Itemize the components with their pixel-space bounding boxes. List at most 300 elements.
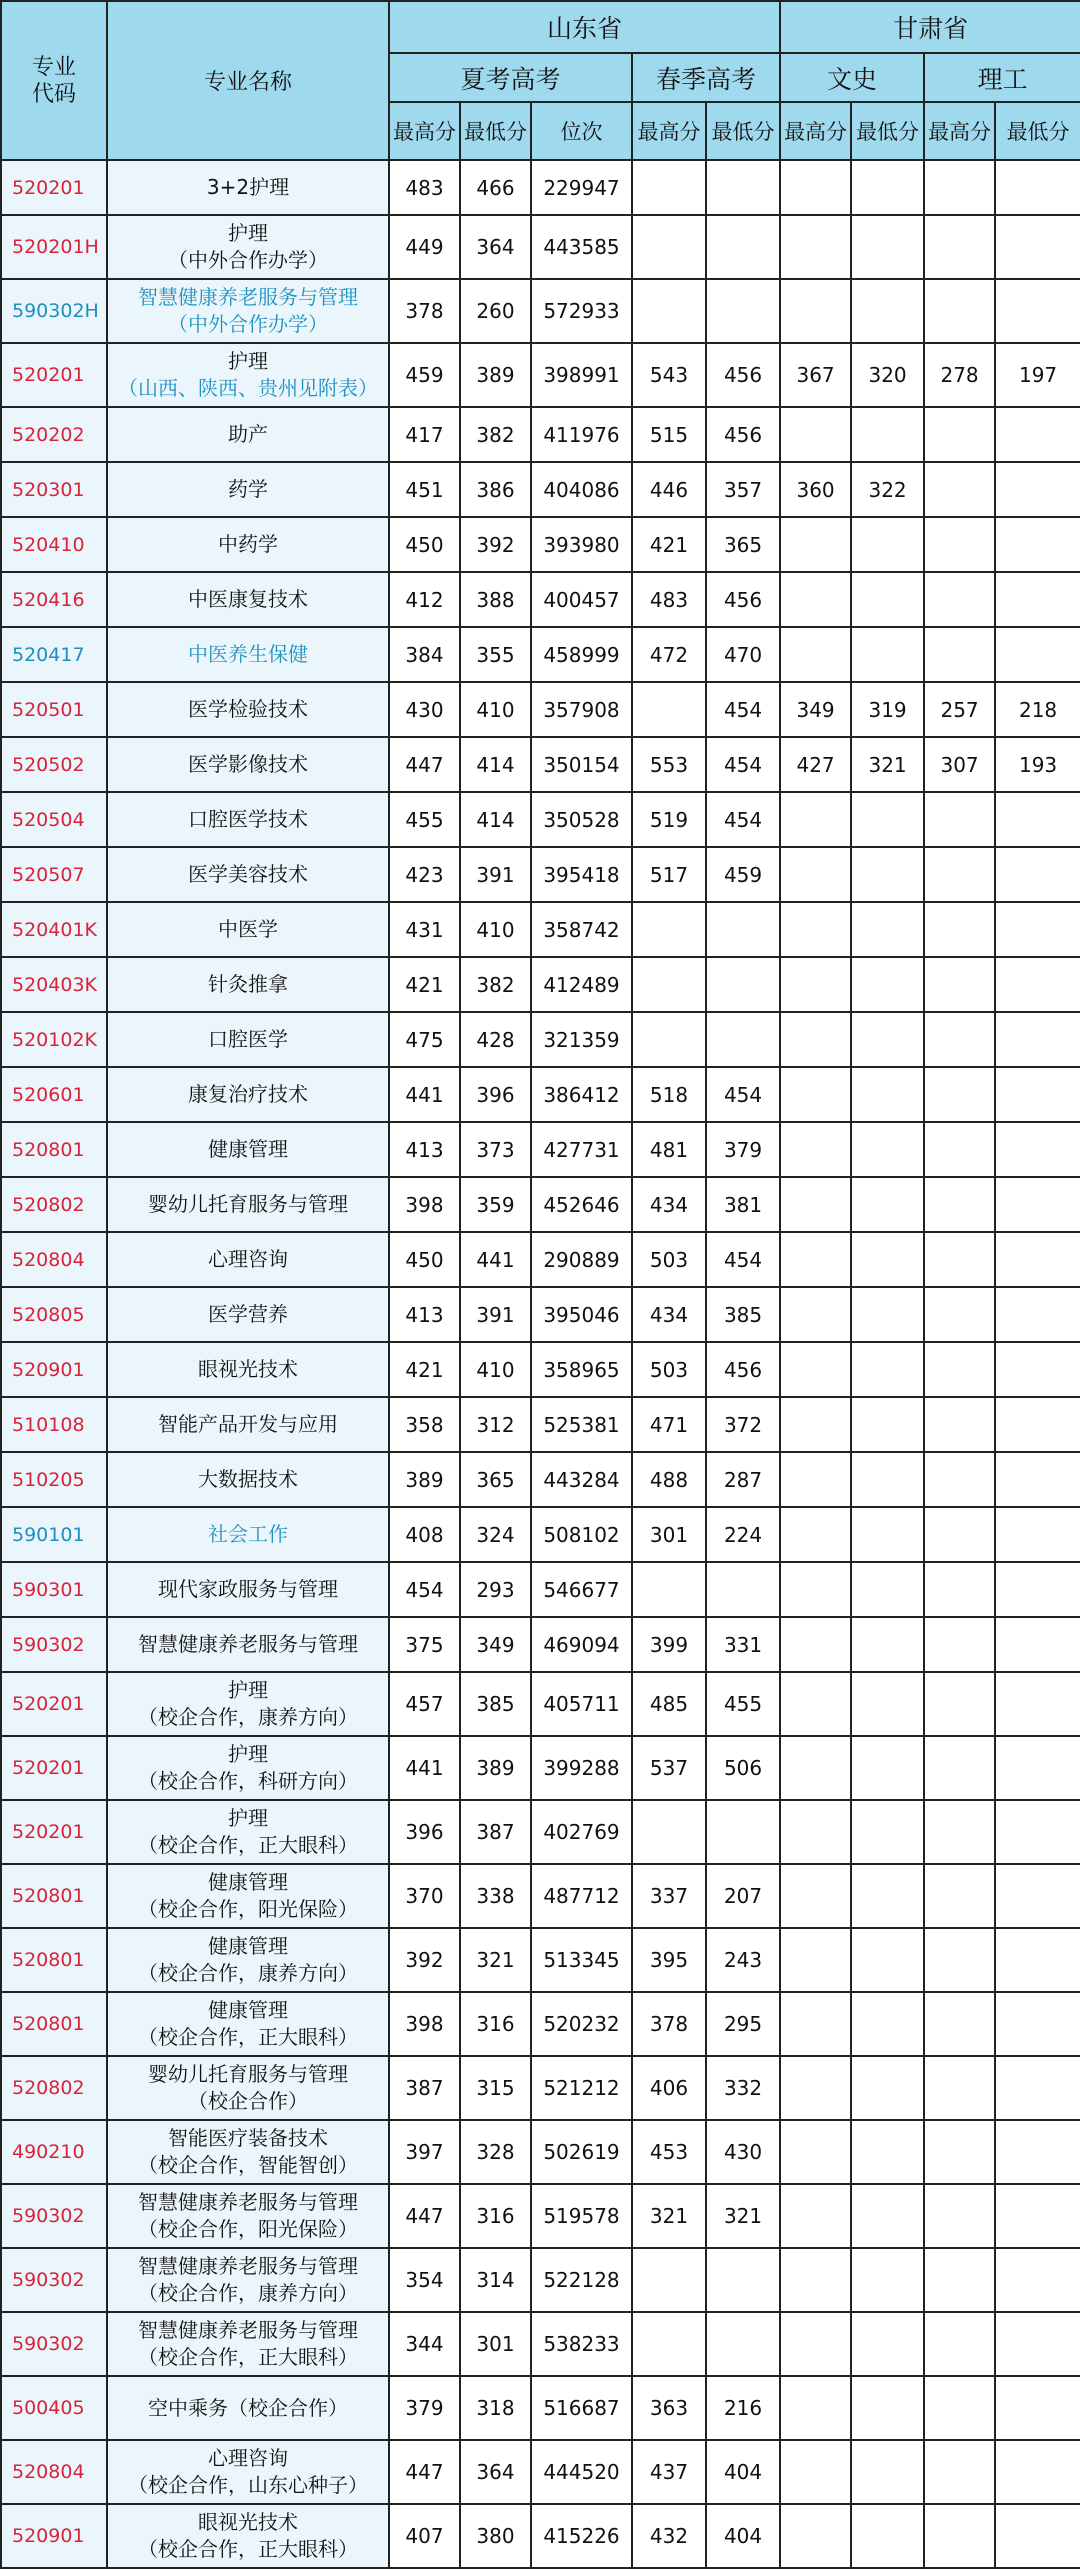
shandong-spring-max-cell: 518 [632, 1067, 706, 1122]
shandong-spring-max-cell [632, 682, 706, 737]
shandong-spring-max-cell: 421 [632, 517, 706, 572]
shandong-spring-min-cell [706, 215, 780, 279]
gansu-wenshi-max-cell [780, 2120, 851, 2184]
shandong-spring-max-cell [632, 279, 706, 343]
major-code: 520502 [1, 737, 107, 792]
major-name-text: 3+2护理 [206, 175, 290, 199]
gansu-ligong-max-cell [924, 2184, 995, 2248]
shandong-spring-max-cell [632, 902, 706, 957]
gansu-wenshi-min-cell [851, 1928, 924, 1992]
gansu-ligong-min-cell: 197 [995, 343, 1080, 407]
gansu-wenshi-max-cell [780, 160, 851, 215]
shandong-spring-min-cell: 455 [706, 1672, 780, 1736]
major-name [107, 1617, 389, 1672]
table-row [1, 1177, 1080, 1232]
gansu-wenshi-min-cell [851, 1452, 924, 1507]
shandong-summer-max-cell: 475 [389, 1012, 460, 1067]
shandong-spring-max-cell: 537 [632, 1736, 706, 1800]
major-name [107, 1232, 389, 1287]
header-max: 最高分 [389, 102, 460, 160]
gansu-wenshi-max-cell [780, 1864, 851, 1928]
gansu-ligong-min-cell [995, 957, 1080, 1012]
shandong-summer-max-cell: 396 [389, 1800, 460, 1864]
major-name-text: 医学影像技术 [188, 752, 308, 776]
shandong-summer-rank-cell: 487712 [531, 1864, 632, 1928]
shandong-summer-max-cell: 483 [389, 160, 460, 215]
major-name [107, 1562, 389, 1617]
major-code: 520804 [1, 1232, 107, 1287]
major-code: 520507 [1, 847, 107, 902]
shandong-summer-rank-cell: 350528 [531, 792, 632, 847]
gansu-ligong-max-cell [924, 1342, 995, 1397]
gansu-ligong-min-cell [995, 1617, 1080, 1672]
shandong-spring-min-cell: 404 [706, 2504, 780, 2568]
shandong-spring-min-cell: 224 [706, 1507, 780, 1562]
gansu-wenshi-min-cell [851, 517, 924, 572]
gansu-ligong-max-cell [924, 1452, 995, 1507]
gansu-ligong-min-cell [995, 279, 1080, 343]
gansu-ligong-min-cell [995, 572, 1080, 627]
gansu-wenshi-max-cell: 367 [780, 343, 851, 407]
gansu-ligong-min-cell [995, 2120, 1080, 2184]
table-row [1, 2376, 1080, 2440]
shandong-summer-max-cell: 407 [389, 2504, 460, 2568]
shandong-spring-max-cell [632, 160, 706, 215]
gansu-ligong-min-cell [995, 1562, 1080, 1617]
shandong-summer-rank-cell: 458999 [531, 627, 632, 682]
major-name [107, 160, 389, 215]
major-name [107, 792, 389, 847]
shandong-spring-min-cell [706, 1012, 780, 1067]
major-name-text: 眼视光技术 [198, 1357, 298, 1381]
shandong-summer-rank-cell: 398991 [531, 343, 632, 407]
gansu-wenshi-min-cell [851, 1122, 924, 1177]
major-name [107, 2504, 389, 2568]
shandong-summer-max-cell: 370 [389, 1864, 460, 1928]
table-row [1, 1397, 1080, 1452]
shandong-summer-min-cell: 321 [460, 1928, 531, 1992]
shandong-summer-min-cell: 315 [460, 2056, 531, 2120]
major-name [107, 407, 389, 462]
gansu-wenshi-min-cell [851, 847, 924, 902]
major-name-text: 护理 （校企合作，康养方向） [138, 1678, 358, 1729]
gansu-ligong-max-cell [924, 1928, 995, 1992]
shandong-summer-rank-cell: 399288 [531, 1736, 632, 1800]
gansu-wenshi-max-cell [780, 2376, 851, 2440]
shandong-spring-min-cell: 381 [706, 1177, 780, 1232]
major-code: 520416 [1, 572, 107, 627]
shandong-summer-rank-cell: 290889 [531, 1232, 632, 1287]
shandong-summer-max-cell: 375 [389, 1617, 460, 1672]
major-name [107, 1122, 389, 1177]
gansu-ligong-min-cell [995, 1452, 1080, 1507]
gansu-ligong-max-cell [924, 2440, 995, 2504]
shandong-summer-min-cell: 349 [460, 1617, 531, 1672]
gansu-ligong-max-cell [924, 279, 995, 343]
major-name [107, 1736, 389, 1800]
shandong-spring-max-cell: 453 [632, 2120, 706, 2184]
gansu-wenshi-min-cell [851, 792, 924, 847]
shandong-summer-rank-cell: 427731 [531, 1122, 632, 1177]
gansu-ligong-max-cell [924, 1287, 995, 1342]
shandong-summer-max-cell: 455 [389, 792, 460, 847]
shandong-summer-min-cell: 312 [460, 1397, 531, 1452]
gansu-ligong-max-cell [924, 1617, 995, 1672]
shandong-spring-max-cell: 483 [632, 572, 706, 627]
table-row [1, 792, 1080, 847]
gansu-wenshi-min-cell: 319 [851, 682, 924, 737]
table-row [1, 627, 1080, 682]
shandong-summer-rank-cell: 395046 [531, 1287, 632, 1342]
major-name [107, 1177, 389, 1232]
shandong-summer-min-cell: 391 [460, 847, 531, 902]
gansu-wenshi-max-cell [780, 1397, 851, 1452]
major-name-text: 医学检验技术 [188, 697, 308, 721]
shandong-summer-min-cell: 387 [460, 1800, 531, 1864]
major-code: 520201 [1, 160, 107, 215]
shandong-summer-min-cell: 355 [460, 627, 531, 682]
major-name-text: 智能产品开发与应用 [158, 1412, 338, 1436]
gansu-ligong-min-cell [995, 1992, 1080, 2056]
major-name [107, 682, 389, 737]
table-row [1, 1122, 1080, 1177]
gansu-wenshi-max-cell [780, 1177, 851, 1232]
major-name-text: 健康管理 （校企合作，康养方向） [138, 1934, 358, 1985]
header-name: 专业名称 [107, 1, 389, 160]
major-name [107, 1287, 389, 1342]
gansu-ligong-min-cell: 193 [995, 737, 1080, 792]
shandong-summer-min-cell: 388 [460, 572, 531, 627]
major-code: 490210 [1, 2120, 107, 2184]
major-name-text: 护理 （校企合作，正大眼科） [138, 1806, 358, 1857]
gansu-wenshi-max-cell [780, 902, 851, 957]
gansu-wenshi-min-cell [851, 1507, 924, 1562]
gansu-ligong-min-cell [995, 1342, 1080, 1397]
gansu-wenshi-max-cell [780, 2440, 851, 2504]
shandong-summer-min-cell: 365 [460, 1452, 531, 1507]
gansu-ligong-max-cell [924, 462, 995, 517]
gansu-wenshi-max-cell [780, 792, 851, 847]
gansu-wenshi-min-cell [851, 1177, 924, 1232]
gansu-wenshi-min-cell [851, 2440, 924, 2504]
header-max: 最高分 [780, 102, 851, 160]
shandong-summer-min-cell: 382 [460, 407, 531, 462]
gansu-wenshi-max-cell [780, 2248, 851, 2312]
major-name-text: 医学美容技术 [188, 862, 308, 886]
shandong-summer-max-cell: 447 [389, 2184, 460, 2248]
major-code: 590302 [1, 2312, 107, 2376]
major-name-text: 中医养生保健 [188, 642, 308, 666]
shandong-summer-rank-cell: 572933 [531, 279, 632, 343]
shandong-spring-max-cell: 553 [632, 737, 706, 792]
table-row [1, 1992, 1080, 2056]
table-row [1, 1928, 1080, 1992]
gansu-wenshi-min-cell [851, 1012, 924, 1067]
gansu-ligong-max-cell [924, 2248, 995, 2312]
major-name [107, 1067, 389, 1122]
gansu-wenshi-min-cell [851, 902, 924, 957]
shandong-summer-max-cell: 430 [389, 682, 460, 737]
gansu-ligong-min-cell [995, 1672, 1080, 1736]
shandong-summer-min-cell: 260 [460, 279, 531, 343]
gansu-ligong-min-cell [995, 1507, 1080, 1562]
shandong-summer-max-cell: 457 [389, 1672, 460, 1736]
major-code: 590301 [1, 1562, 107, 1617]
major-name-text: 助产 [228, 422, 268, 446]
shandong-summer-min-cell: 391 [460, 1287, 531, 1342]
major-name-text: 智慧健康养老服务与管理 （校企合作，正大眼科） [138, 2318, 358, 2369]
shandong-summer-rank-cell: 452646 [531, 1177, 632, 1232]
shandong-spring-min-cell: 454 [706, 682, 780, 737]
major-name-text: 智慧健康养老服务与管理 （校企合作，康养方向） [138, 2254, 358, 2305]
gansu-wenshi-max-cell [780, 2056, 851, 2120]
shandong-summer-rank-cell: 443284 [531, 1452, 632, 1507]
gansu-wenshi-min-cell [851, 215, 924, 279]
major-name [107, 517, 389, 572]
shandong-summer-rank-cell: 546677 [531, 1562, 632, 1617]
gansu-ligong-max-cell: 307 [924, 737, 995, 792]
shandong-summer-min-cell: 324 [460, 1507, 531, 1562]
gansu-ligong-min-cell [995, 2376, 1080, 2440]
shandong-summer-max-cell: 450 [389, 517, 460, 572]
gansu-wenshi-max-cell [780, 2312, 851, 2376]
shandong-spring-min-cell: 207 [706, 1864, 780, 1928]
gansu-ligong-max-cell [924, 572, 995, 627]
shandong-summer-rank-cell: 502619 [531, 2120, 632, 2184]
shandong-spring-max-cell: 434 [632, 1287, 706, 1342]
table-row [1, 2312, 1080, 2376]
shandong-summer-rank-cell: 393980 [531, 517, 632, 572]
major-code: 520301 [1, 462, 107, 517]
shandong-summer-rank-cell: 405711 [531, 1672, 632, 1736]
gansu-wenshi-max-cell [780, 215, 851, 279]
gansu-wenshi-max-cell [780, 1617, 851, 1672]
major-name [107, 902, 389, 957]
major-code: 520201 [1, 343, 107, 407]
gansu-wenshi-min-cell [851, 1397, 924, 1452]
gansu-ligong-min-cell [995, 517, 1080, 572]
shandong-summer-max-cell: 412 [389, 572, 460, 627]
shandong-spring-min-cell: 404 [706, 2440, 780, 2504]
gansu-wenshi-max-cell [780, 957, 851, 1012]
major-name [107, 2248, 389, 2312]
major-name [107, 1012, 389, 1067]
gansu-ligong-max-cell [924, 215, 995, 279]
gansu-wenshi-min-cell [851, 2056, 924, 2120]
table-row [1, 737, 1080, 792]
major-name-text: 眼视光技术 （校企合作，正大眼科） [138, 2510, 358, 2561]
gansu-wenshi-min-cell [851, 1736, 924, 1800]
shandong-summer-min-cell: 385 [460, 1672, 531, 1736]
table-row [1, 2504, 1080, 2568]
gansu-ligong-max-cell [924, 847, 995, 902]
gansu-ligong-max-cell [924, 1012, 995, 1067]
major-name-text: 护理 （校企合作，科研方向） [138, 1742, 358, 1793]
shandong-spring-max-cell: 517 [632, 847, 706, 902]
shandong-summer-min-cell: 364 [460, 2440, 531, 2504]
gansu-ligong-max-cell [924, 902, 995, 957]
gansu-ligong-min-cell [995, 2504, 1080, 2568]
shandong-summer-rank-cell: 443585 [531, 215, 632, 279]
shandong-summer-min-cell: 410 [460, 1342, 531, 1397]
gansu-ligong-max-cell [924, 2312, 995, 2376]
shandong-spring-min-cell: 470 [706, 627, 780, 682]
gansu-wenshi-max-cell: 427 [780, 737, 851, 792]
shandong-spring-min-cell: 430 [706, 2120, 780, 2184]
gansu-ligong-min-cell [995, 1397, 1080, 1452]
shandong-summer-min-cell: 414 [460, 737, 531, 792]
table-row [1, 1864, 1080, 1928]
gansu-ligong-max-cell: 257 [924, 682, 995, 737]
shandong-summer-max-cell: 459 [389, 343, 460, 407]
gansu-ligong-max-cell [924, 2376, 995, 2440]
gansu-ligong-max-cell [924, 1800, 995, 1864]
shandong-summer-rank-cell: 400457 [531, 572, 632, 627]
major-name [107, 2056, 389, 2120]
gansu-ligong-min-cell [995, 1012, 1080, 1067]
gansu-ligong-min-cell [995, 2440, 1080, 2504]
shandong-spring-max-cell: 432 [632, 2504, 706, 2568]
shandong-summer-rank-cell: 525381 [531, 1397, 632, 1452]
major-name [107, 1928, 389, 1992]
shandong-summer-min-cell: 428 [460, 1012, 531, 1067]
gansu-wenshi-max-cell [780, 2184, 851, 2248]
shandong-summer-min-cell: 466 [460, 160, 531, 215]
shandong-spring-min-cell: 379 [706, 1122, 780, 1177]
major-name [107, 1672, 389, 1736]
shandong-summer-min-cell: 382 [460, 957, 531, 1012]
shandong-spring-min-cell [706, 160, 780, 215]
shandong-summer-max-cell: 441 [389, 1067, 460, 1122]
major-name [107, 2184, 389, 2248]
gansu-ligong-max-cell [924, 792, 995, 847]
gansu-ligong-max-cell [924, 1397, 995, 1452]
table-row [1, 2440, 1080, 2504]
shandong-summer-rank-cell: 519578 [531, 2184, 632, 2248]
shandong-summer-rank-cell: 522128 [531, 2248, 632, 2312]
header-ligong: 理工 [924, 53, 1080, 102]
gansu-wenshi-max-cell [780, 1562, 851, 1617]
gansu-ligong-max-cell [924, 1992, 995, 2056]
shandong-spring-max-cell [632, 2312, 706, 2376]
shandong-spring-min-cell: 456 [706, 1342, 780, 1397]
gansu-ligong-min-cell [995, 1800, 1080, 1864]
header-max: 最高分 [632, 102, 706, 160]
shandong-summer-rank-cell: 444520 [531, 2440, 632, 2504]
gansu-wenshi-max-cell [780, 407, 851, 462]
major-code: 520801 [1, 1928, 107, 1992]
gansu-wenshi-min-cell [851, 572, 924, 627]
shandong-summer-max-cell: 421 [389, 957, 460, 1012]
shandong-spring-max-cell: 337 [632, 1864, 706, 1928]
gansu-ligong-max-cell [924, 1067, 995, 1122]
shandong-spring-min-cell: 216 [706, 2376, 780, 2440]
shandong-summer-max-cell: 398 [389, 1177, 460, 1232]
major-code: 520201 [1, 1800, 107, 1864]
shandong-summer-max-cell: 358 [389, 1397, 460, 1452]
shandong-spring-max-cell [632, 2248, 706, 2312]
table-row [1, 215, 1080, 279]
major-name-text: 健康管理 （校企合作，阳光保险） [138, 1870, 358, 1921]
major-name [107, 1800, 389, 1864]
gansu-wenshi-min-cell [851, 160, 924, 215]
header-gansu: 甘肃省 [780, 1, 1080, 53]
table-row [1, 2120, 1080, 2184]
gansu-wenshi-max-cell [780, 1507, 851, 1562]
table-row [1, 682, 1080, 737]
shandong-spring-max-cell [632, 1800, 706, 1864]
major-code: 590302 [1, 2184, 107, 2248]
gansu-wenshi-min-cell [851, 279, 924, 343]
gansu-ligong-max-cell [924, 627, 995, 682]
table-header [1, 1, 1080, 160]
gansu-ligong-min-cell [995, 462, 1080, 517]
major-code: 520410 [1, 517, 107, 572]
major-code: 520201H [1, 215, 107, 279]
table-row [1, 1736, 1080, 1800]
header-min: 最低分 [995, 102, 1080, 160]
gansu-ligong-min-cell [995, 160, 1080, 215]
shandong-summer-max-cell: 447 [389, 2440, 460, 2504]
shandong-spring-min-cell [706, 2312, 780, 2376]
shandong-summer-min-cell: 338 [460, 1864, 531, 1928]
shandong-spring-min-cell: 287 [706, 1452, 780, 1507]
gansu-wenshi-max-cell [780, 1672, 851, 1736]
shandong-spring-min-cell [706, 1562, 780, 1617]
shandong-spring-min-cell [706, 1800, 780, 1864]
major-name-note: （山西、陕西、贵州见附表） [118, 376, 378, 400]
gansu-ligong-max-cell [924, 2504, 995, 2568]
shandong-spring-max-cell: 519 [632, 792, 706, 847]
shandong-summer-min-cell: 301 [460, 2312, 531, 2376]
major-code: 520802 [1, 1177, 107, 1232]
major-name-text: 大数据技术 [198, 1467, 298, 1491]
gansu-ligong-min-cell [995, 407, 1080, 462]
header-rank: 位次 [531, 102, 632, 160]
major-name [107, 343, 389, 407]
shandong-summer-rank-cell: 538233 [531, 2312, 632, 2376]
shandong-spring-max-cell: 472 [632, 627, 706, 682]
major-name [107, 2376, 389, 2440]
gansu-wenshi-min-cell [851, 957, 924, 1012]
gansu-wenshi-max-cell [780, 517, 851, 572]
gansu-wenshi-min-cell: 320 [851, 343, 924, 407]
shandong-summer-min-cell: 314 [460, 2248, 531, 2312]
table-row [1, 407, 1080, 462]
shandong-spring-min-cell: 454 [706, 737, 780, 792]
gansu-wenshi-min-cell [851, 1800, 924, 1864]
shandong-spring-min-cell: 385 [706, 1287, 780, 1342]
shandong-summer-max-cell: 398 [389, 1992, 460, 2056]
gansu-ligong-min-cell [995, 1067, 1080, 1122]
table-row [1, 847, 1080, 902]
major-name-text: 医学营养 [208, 1302, 288, 1326]
gansu-ligong-min-cell [995, 1287, 1080, 1342]
major-name [107, 627, 389, 682]
shandong-summer-rank-cell: 386412 [531, 1067, 632, 1122]
gansu-wenshi-min-cell [851, 2248, 924, 2312]
shandong-summer-max-cell: 378 [389, 279, 460, 343]
gansu-wenshi-max-cell [780, 572, 851, 627]
table-row [1, 572, 1080, 627]
shandong-summer-max-cell: 450 [389, 1232, 460, 1287]
shandong-summer-max-cell: 447 [389, 737, 460, 792]
major-name-text: 智慧健康养老服务与管理 （校企合作，阳光保险） [138, 2190, 358, 2241]
gansu-wenshi-max-cell [780, 1232, 851, 1287]
major-name [107, 462, 389, 517]
major-code: 520501 [1, 682, 107, 737]
table-row [1, 1067, 1080, 1122]
